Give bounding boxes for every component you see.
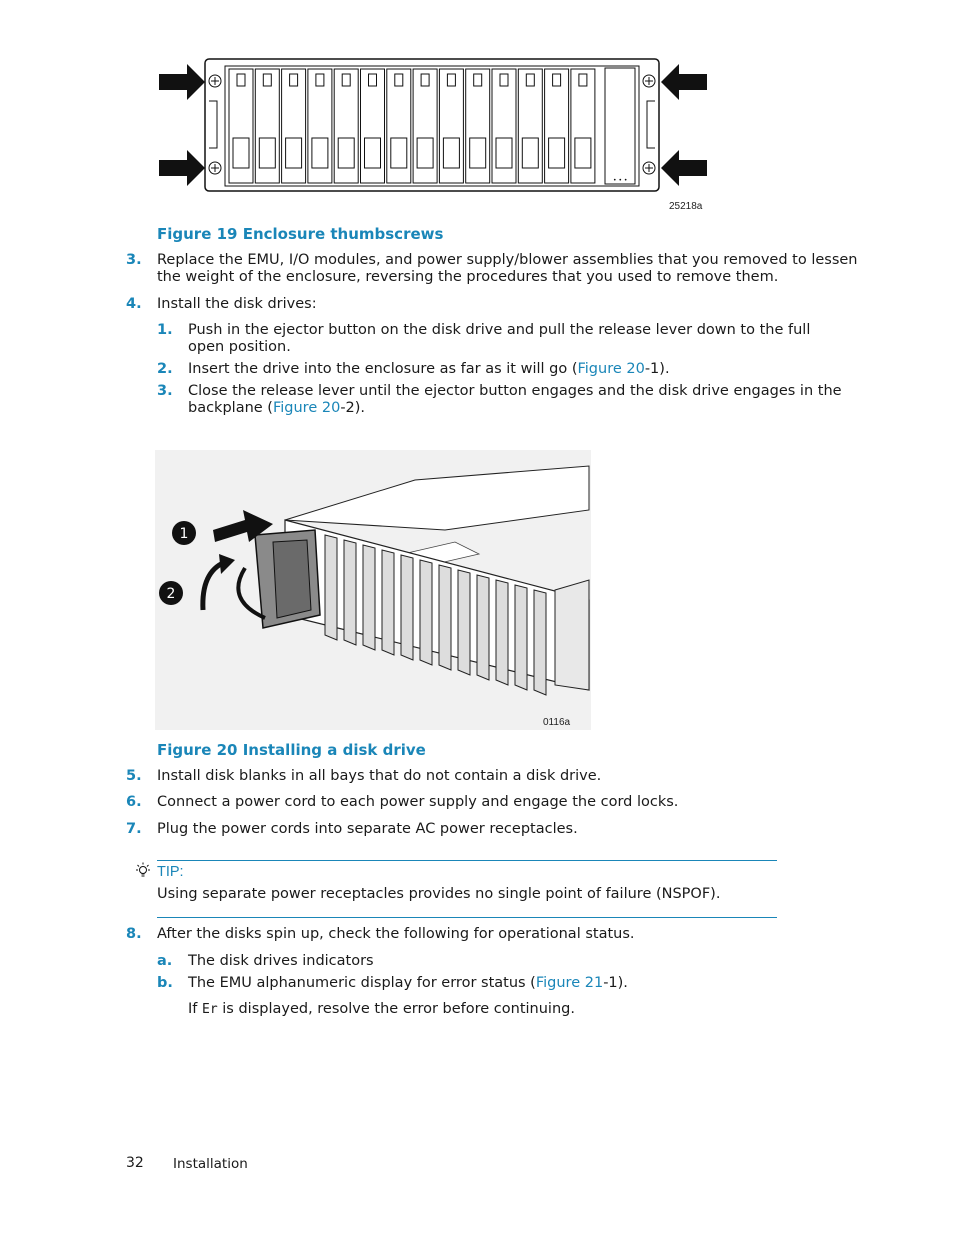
drive-slot: [458, 570, 470, 675]
drive-bay-latch: [316, 74, 324, 86]
drive-bay-latch: [369, 74, 377, 86]
drive-slot: [363, 545, 375, 650]
arrow-top-right: [661, 64, 707, 100]
step-7-text: Plug the power cords into separate AC power receptacles.: [157, 821, 578, 837]
arrow-bottom-right: [661, 150, 707, 186]
callout-1: 1: [179, 526, 189, 542]
step-8b-note-post: is displayed, resolve the error before continuing.: [217, 1001, 575, 1017]
tip-top-rule: [157, 860, 777, 861]
drive-bay-latch: [395, 74, 403, 86]
drive-bay-latch: [447, 74, 455, 86]
step-5-text: Install disk blanks in all bays that do not contain a disk drive.: [157, 768, 602, 784]
figure-20-disk-drive-illustration: [155, 450, 591, 730]
step-8b-post: -1).: [603, 975, 628, 991]
lightbulb-icon: [134, 862, 152, 880]
footer-section: Installation: [173, 1156, 248, 1172]
step-3-line-2: the weight of the enclosure, reversing the procedures that you used to remove them.: [157, 269, 779, 285]
step-5-number: 5.: [126, 768, 142, 784]
step-4-3-post: -2).: [340, 400, 366, 416]
step-4-3-number: 3.: [157, 383, 173, 399]
step-3-line-1: Replace the EMU, I/O modules, and power supply/blower assemblies that you removed to lessen: [157, 252, 858, 268]
step-8b-note-pre: If: [188, 1001, 202, 1017]
step-6-text: Connect a power cord to each power supply and engage the cord locks.: [157, 794, 679, 810]
drive-bay-handle: [233, 138, 249, 168]
drive-slot: [325, 535, 337, 640]
drive-bay-latch: [263, 74, 271, 86]
step-3-number: 3.: [126, 252, 142, 268]
step-8b-number: b.: [157, 975, 173, 991]
drive-bay-handle: [549, 138, 565, 168]
step-4-2-text: [188, 361, 670, 379]
figure-20-caption: Figure 20 Installing a disk drive: [157, 741, 426, 759]
figure-19-id: 25218a: [669, 201, 703, 212]
step-4-3-line-2: [188, 400, 365, 418]
drive-bay-handle: [259, 138, 275, 168]
page-number: 32: [126, 1155, 144, 1171]
error-code: Er: [202, 1002, 218, 1017]
drive-bay-handle: [470, 138, 486, 168]
drive-bay-latch: [474, 74, 482, 86]
drive-bay-handle: [365, 138, 381, 168]
drive-slot: [401, 555, 413, 660]
arrow-bottom-left: [159, 150, 205, 186]
drive-slot: [344, 540, 356, 645]
step-4-1-line-1: Push in the ejector button on the disk drive and pull the release lever down to the full: [188, 322, 811, 338]
step-8-text: After the disks spin up, check the following for operational status.: [157, 926, 635, 942]
drive-bay-latch: [579, 74, 587, 86]
step-8-number: 8.: [126, 926, 142, 942]
drive-bay-latch: [553, 74, 561, 86]
drive-bay-handle: [338, 138, 354, 168]
step-4-text: Install the disk drives:: [157, 296, 317, 312]
drive-bay-latch: [342, 74, 350, 86]
drive-bay-handle: [312, 138, 328, 168]
step-4-1-line-2: open position.: [188, 339, 291, 355]
drive-bay-handle: [522, 138, 538, 168]
step-8b-pre: The EMU alphanumeric display for error status (: [188, 975, 536, 991]
tip-bottom-rule: [157, 917, 777, 918]
step-8b-note: [188, 1001, 575, 1019]
drive-slot: [420, 560, 432, 665]
step-8a-text: The disk drives indicators: [188, 953, 374, 969]
step-6-number: 6.: [126, 794, 142, 810]
tip-label: TIP:: [157, 864, 184, 880]
figure-19-caption: Figure 19 Enclosure thumbscrews: [157, 225, 444, 243]
drive-slot: [496, 580, 508, 685]
callout-2: 2: [166, 586, 176, 602]
step-7-number: 7.: [126, 821, 142, 837]
drive-bay-latch: [526, 74, 534, 86]
drive-bay-handle: [417, 138, 433, 168]
drive-bay-latch: [421, 74, 429, 86]
step-4-2-post: -1).: [644, 361, 670, 377]
figure-20-link-2[interactable]: Figure 20: [272, 400, 341, 416]
drive-bay-latch: [500, 74, 508, 86]
step-8a-number: a.: [157, 953, 173, 969]
drive-slot: [515, 585, 527, 690]
tip-text: Using separate power receptacles provides no single point of failure (NSPOF).: [157, 886, 721, 902]
figure-20-link[interactable]: Figure 20: [577, 361, 645, 377]
drive-slot: [477, 575, 489, 680]
figure-19-enclosure-illustration: [155, 56, 715, 196]
step-4-2-number: 2.: [157, 361, 173, 377]
drive-bay-handle: [496, 138, 512, 168]
drive-bay-handle: [443, 138, 459, 168]
drive-slot: [534, 590, 546, 695]
step-4-2-pre: Insert the drive into the enclosure as far as it will go (: [188, 361, 578, 377]
drive-bay-latch: [237, 74, 245, 86]
drive-slot: [382, 550, 394, 655]
drive-bay-handle: [575, 138, 591, 168]
step-4-1-number: 1.: [157, 322, 173, 338]
step-4-3-line-1: Close the release lever until the ejector button engages and the disk drive engages in the: [188, 383, 842, 399]
figure-20-id: 0116a: [543, 717, 571, 728]
drive-slot: [439, 565, 451, 670]
step-4-3-pre: backplane (: [188, 400, 273, 416]
step-8b-text: [188, 975, 628, 993]
drive-bay-handle: [391, 138, 407, 168]
step-4-number: 4.: [126, 296, 142, 312]
drive-bay-latch: [290, 74, 298, 86]
figure-21-link[interactable]: Figure 21: [535, 975, 604, 991]
drive-bay-handle: [286, 138, 302, 168]
arrow-top-left: [159, 64, 205, 100]
svg-text:• • •: • • •: [613, 177, 628, 184]
